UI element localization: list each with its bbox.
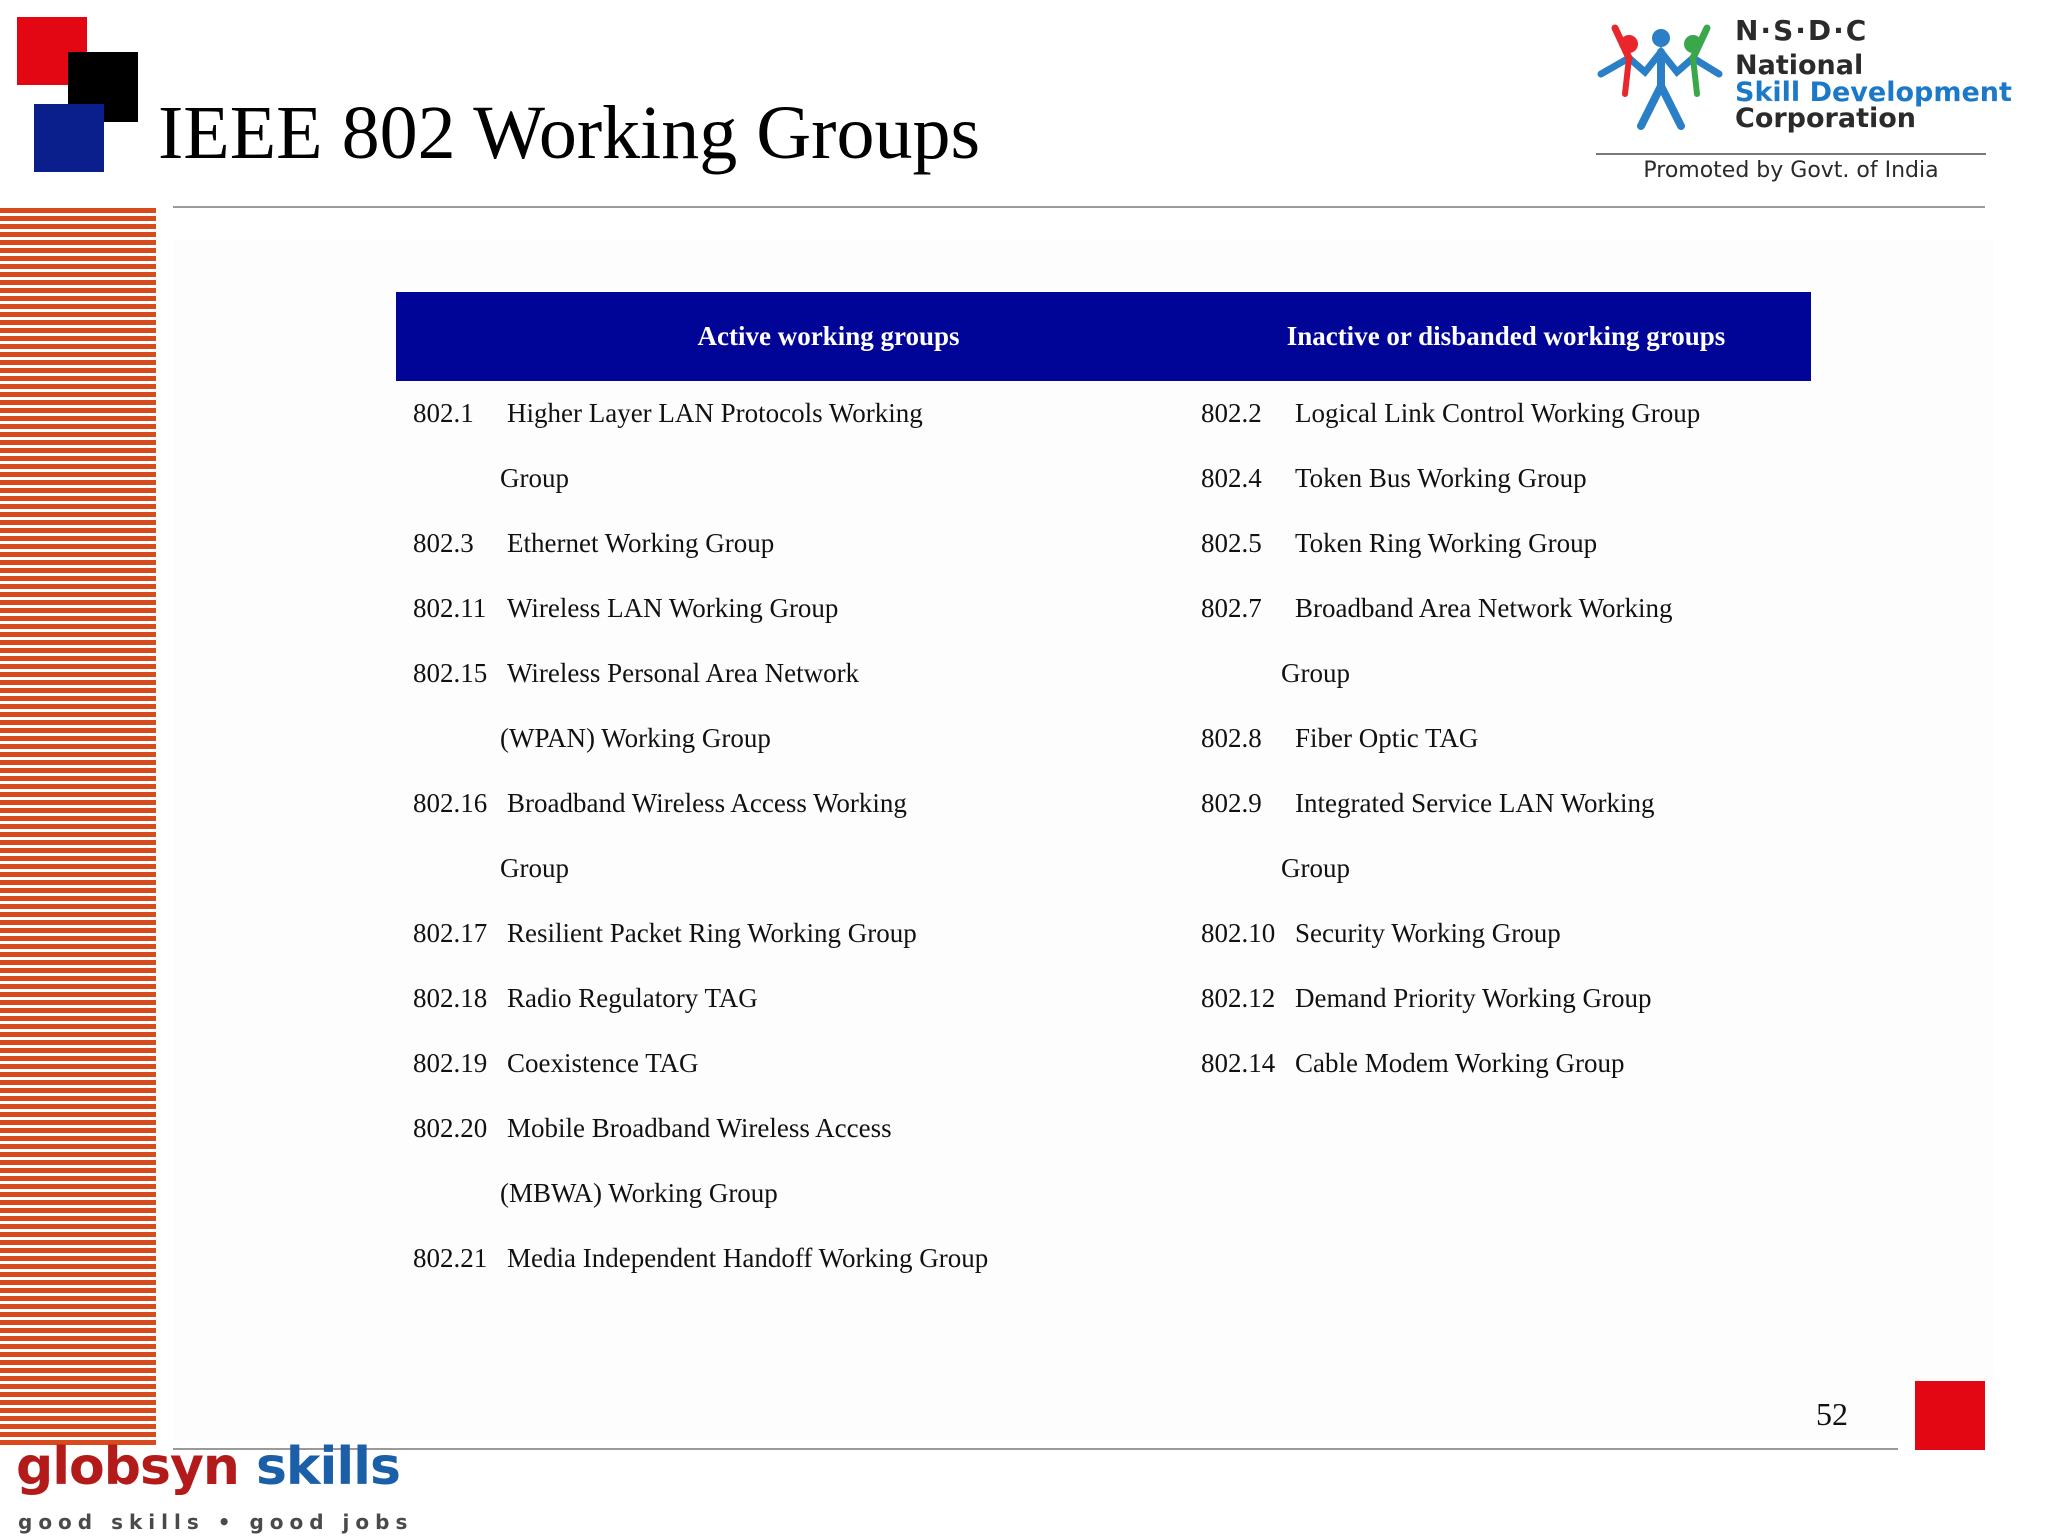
cell-content: [1181, 593, 1811, 624]
group-name: Security Working Group: [1295, 918, 1561, 948]
table-row: [396, 381, 1811, 446]
cell-content: [396, 918, 1181, 949]
group-name: Integrated Service LAN Working: [1295, 788, 1655, 818]
nsdc-name-line3: Corporation: [1735, 103, 1917, 134]
group-number: 802.2: [1201, 398, 1262, 428]
globsyn-tagline: good skills • good jobs: [18, 1510, 414, 1534]
group-name: Resilient Packet Ring Working Group: [507, 918, 917, 948]
active-group-cell: [396, 966, 1181, 1031]
group-name: Media Independent Handoff Working Group: [507, 1243, 989, 1273]
inactive-group-cell: [1181, 1226, 1811, 1291]
table-row: [396, 706, 1811, 771]
working-groups-table: [396, 292, 1811, 1291]
group-number: 802.19: [413, 1048, 488, 1078]
group-number: 802.21: [413, 1243, 488, 1273]
inactive-group-cell: [1181, 576, 1811, 641]
group-number: 802.16: [413, 788, 488, 818]
cell-content: [1181, 463, 1811, 494]
active-group-cell: [396, 446, 1181, 511]
group-number: 802.20: [413, 1113, 488, 1143]
group-number: 802.4: [1201, 463, 1262, 493]
group-number: 802.1: [413, 398, 474, 428]
active-group-cell: [396, 511, 1181, 576]
working-groups-table-container: [396, 292, 1811, 1291]
group-name: Demand Priority Working Group: [1295, 983, 1652, 1013]
cell-content: [1181, 723, 1811, 754]
group-name: Token Bus Working Group: [1295, 463, 1587, 493]
active-group-cell: [396, 706, 1181, 771]
cell-content: [1181, 853, 1811, 884]
table-header-row: [396, 292, 1811, 381]
group-number: 802.5: [1201, 528, 1262, 558]
group-name: Wireless LAN Working Group: [507, 593, 839, 623]
active-group-cell: [396, 1161, 1181, 1226]
cell-content: [396, 658, 1181, 689]
inactive-group-cell: [1181, 511, 1811, 576]
group-name: Fiber Optic TAG: [1295, 723, 1479, 753]
group-name-continuation: (WPAN) Working Group: [500, 723, 771, 753]
group-number: 802.10: [1201, 918, 1276, 948]
globsyn-logo-part2: skills: [255, 1437, 400, 1497]
header-active-groups: Active working groups: [396, 292, 1181, 381]
left-striped-bar: [0, 208, 156, 1448]
group-number: 802.17: [413, 918, 488, 948]
table-row: [396, 771, 1811, 836]
group-name: Broadband Area Network Working: [1295, 593, 1673, 623]
cell-content: [396, 593, 1181, 624]
table-row: [396, 1096, 1811, 1161]
group-name: Mobile Broadband Wireless Access: [507, 1113, 892, 1143]
inactive-group-cell: [1181, 641, 1811, 706]
group-number: 802.15: [413, 658, 488, 688]
cell-content: [1181, 398, 1811, 429]
cell-content: [396, 853, 1181, 884]
group-number: 802.3: [413, 528, 474, 558]
group-name: Coexistence TAG: [507, 1048, 699, 1078]
group-number: 802.14: [1201, 1048, 1276, 1078]
active-group-cell: [396, 576, 1181, 641]
inactive-group-cell: [1181, 381, 1811, 446]
cell-content: [1181, 983, 1811, 1014]
table-row: [396, 1031, 1811, 1096]
inactive-group-cell: [1181, 446, 1811, 511]
group-name-continuation: Group: [500, 463, 569, 493]
active-group-cell: [396, 836, 1181, 901]
page-number: 52: [1816, 1396, 1848, 1432]
group-name: Higher Layer LAN Protocols Working: [507, 398, 923, 428]
cell-content: [396, 528, 1181, 559]
table-row: [396, 966, 1811, 1031]
active-group-cell: [396, 381, 1181, 446]
group-number: 802.9: [1201, 788, 1262, 818]
group-number: 802.7: [1201, 593, 1262, 623]
globsyn-logo: [16, 1437, 400, 1497]
inactive-group-cell: [1181, 706, 1811, 771]
table-row: [396, 576, 1811, 641]
cell-content: [1181, 528, 1811, 559]
group-name-continuation: Group: [1281, 658, 1350, 688]
active-group-cell: [396, 771, 1181, 836]
globsyn-logo-part1: globsyn: [16, 1437, 239, 1497]
header-inactive-groups: Inactive or disbanded working groups: [1181, 292, 1811, 381]
table-row: [396, 836, 1811, 901]
cell-content: [396, 1048, 1181, 1079]
inactive-group-cell: [1181, 771, 1811, 836]
cell-content: [1181, 788, 1811, 819]
nsdc-tagline: Promoted by Govt. of India: [1643, 158, 1939, 183]
table-row: [396, 901, 1811, 966]
table-row: [396, 446, 1811, 511]
cell-content: [1181, 1048, 1811, 1079]
group-name: Ethernet Working Group: [507, 528, 775, 558]
active-group-cell: [396, 641, 1181, 706]
group-name: Cable Modem Working Group: [1295, 1048, 1625, 1078]
table-row: [396, 1161, 1811, 1226]
inactive-group-cell: [1181, 966, 1811, 1031]
active-group-cell: [396, 1096, 1181, 1161]
table-row: [396, 641, 1811, 706]
table-row: [396, 511, 1811, 576]
group-name: Radio Regulatory TAG: [507, 983, 758, 1013]
cell-content: [396, 463, 1181, 494]
group-number: 802.11: [413, 593, 487, 623]
slide-title: IEEE 802 Working Groups: [158, 91, 981, 175]
inactive-group-cell: [1181, 836, 1811, 901]
cell-content: [396, 983, 1181, 1014]
group-name: Wireless Personal Area Network: [507, 658, 860, 688]
group-name-continuation: Group: [500, 853, 569, 883]
nsdc-name-line2: Skill Development: [1735, 77, 2012, 108]
table-body: [396, 381, 1811, 1291]
group-name-continuation: Group: [1281, 853, 1350, 883]
cell-content: [396, 398, 1181, 429]
bottom-divider: [173, 1448, 1898, 1450]
active-group-cell: [396, 1226, 1181, 1291]
table-row: [396, 1226, 1811, 1291]
cell-content: [1181, 918, 1811, 949]
corner-red-square: [1915, 1381, 1985, 1450]
cell-content: [396, 788, 1181, 819]
nsdc-figures-icon: [1595, 14, 1725, 139]
cell-content: [396, 1243, 1181, 1274]
nsdc-abbreviation: N·S·D·C: [1735, 14, 1869, 47]
inactive-group-cell: [1181, 1031, 1811, 1096]
cell-content: [396, 723, 1181, 754]
group-number: 802.8: [1201, 723, 1262, 753]
inactive-group-cell: [1181, 1096, 1811, 1161]
cell-content: [396, 1178, 1181, 1209]
nsdc-divider: [1596, 153, 1986, 155]
cell-content: [1181, 658, 1811, 689]
group-name: Logical Link Control Working Group: [1295, 398, 1701, 428]
inactive-group-cell: [1181, 1161, 1811, 1226]
active-group-cell: [396, 901, 1181, 966]
active-group-cell: [396, 1031, 1181, 1096]
inactive-group-cell: [1181, 901, 1811, 966]
cell-content: [396, 1113, 1181, 1144]
top-divider: [173, 206, 1985, 208]
group-name-continuation: (MBWA) Working Group: [500, 1178, 778, 1208]
blue-square-decoration: [34, 104, 104, 172]
nsdc-name-line1: National: [1735, 50, 1864, 81]
group-number: 802.12: [1201, 983, 1276, 1013]
group-name: Token Ring Working Group: [1295, 528, 1598, 558]
group-name: Broadband Wireless Access Working: [507, 788, 907, 818]
group-number: 802.18: [413, 983, 488, 1013]
